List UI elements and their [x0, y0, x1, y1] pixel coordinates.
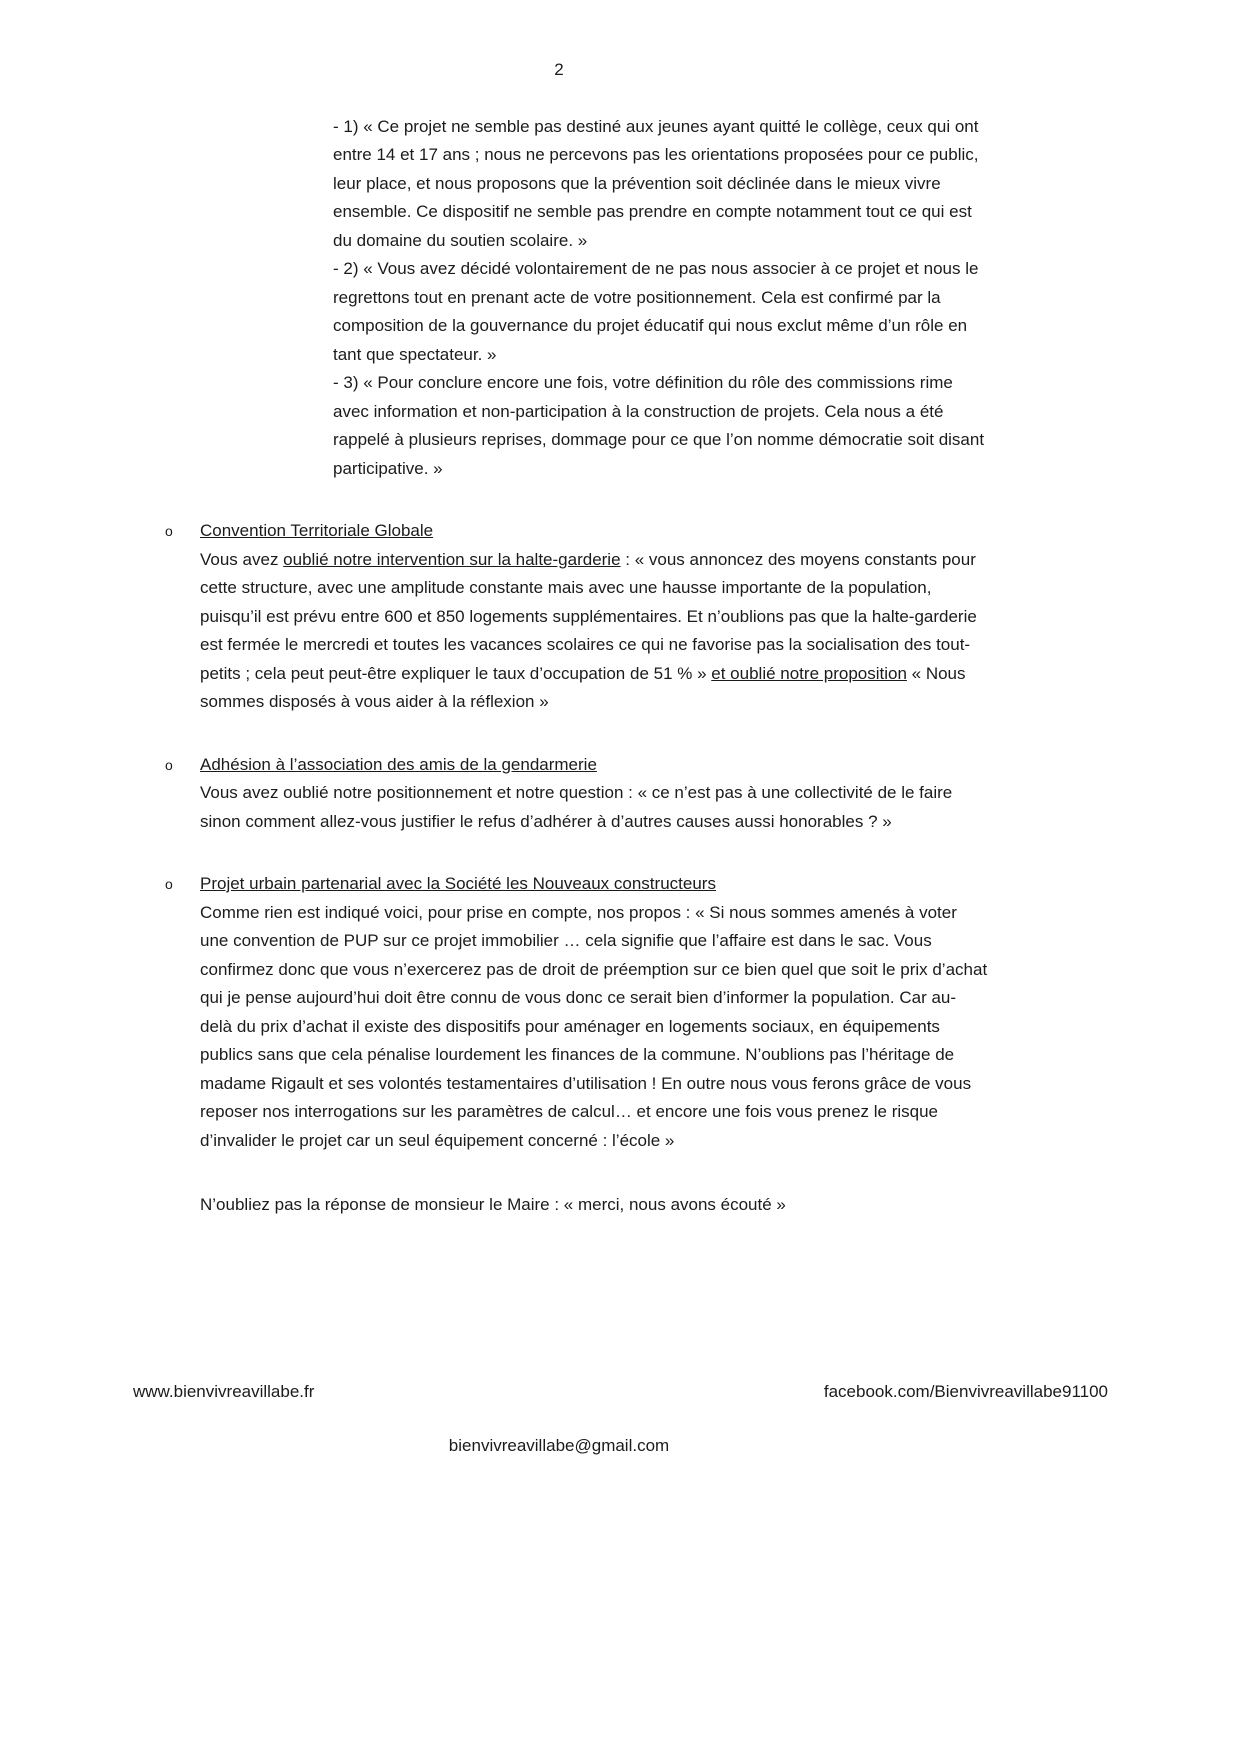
- section-body: [200, 899, 988, 1156]
- closing-paragraph: N’oubliez pas la réponse de monsieur le Maire : « merci, nous avons écouté »: [200, 1195, 786, 1214]
- body-text: Vous avez oublié notre positionnement et notre question : « ce n’est pas à une collectivité de le faire sinon comment allez-vous justifier le refus d’adhérer à d’autres causes aussi honorables ? »: [200, 783, 953, 831]
- section-content: [200, 751, 988, 837]
- section-convention-territoriale: [133, 517, 1108, 717]
- bullet-marker: o: [165, 523, 173, 539]
- bullet-marker: o: [165, 876, 173, 892]
- quotes-block: [333, 113, 988, 484]
- section-content: [200, 870, 988, 1155]
- body-text-underlined: et oublié notre proposition: [711, 663, 907, 683]
- footer-facebook: facebook.com/Bienvivreavillabe91100: [823, 1382, 1108, 1401]
- section-body: [200, 546, 988, 717]
- body-text-underlined: oublié notre intervention sur la halte-garderie: [283, 549, 621, 569]
- quote-item-3: - 3) « Pour conclure encore une fois, votre définition du rôle des commissions rime avec information et non-participation à la construction de projets. Cela nous a été rappelé à plusieurs reprises, dommage pour ce que l’on nomme démocratie soit disant participative. »: [333, 373, 985, 478]
- footer: [133, 1378, 1108, 1407]
- body-text: « Nous sommes disposés à vous aider à la réflexion »: [200, 663, 966, 711]
- section-title: Adhésion à l’association des amis de la gendarmerie: [200, 754, 597, 774]
- body-text: Vous avez: [200, 549, 284, 569]
- section-title: Projet urbain partenarial avec la Société les Nouveaux constructeurs: [200, 874, 716, 893]
- footer-website: www.bienvivreavillabe.fr: [133, 1382, 315, 1401]
- section-title: Convention Territoriale Globale: [200, 521, 434, 540]
- body-text: : « vous annoncez des moyens constants pour cette structure, avec une amplitude constante mais avec une hausse importante de la population, puisqu’il est prévu entre 600 et 850 logements supplémentaires. Et n’oublions pas que la halte-garderie est fermée le mercredi et toutes les vacances scolaires ce qui ne favorise pas la socialisation des tout-petits ; cela peut peut-être expliquer le taux d’occupation de 51 % »: [200, 549, 977, 683]
- section-body: [200, 779, 988, 836]
- section-projet-urbain: [133, 870, 1108, 1155]
- section-adhesion-gendarmerie: [133, 751, 1108, 837]
- quote-item-2: - 2) « Vous avez décidé volontairement de ne pas nous associer à ce projet et nous le regrettons tout en prenant acte de votre positionnement. Cela est confirmé par la composition de la gouvernance du projet éducatif qui nous exclut même d’un rôle en tant que spectateur. »: [333, 259, 979, 364]
- bullet-marker: o: [165, 756, 173, 773]
- footer-email: bienvivreavillabe@gmail.com: [448, 1436, 670, 1455]
- page-number: 2: [554, 60, 564, 79]
- section-content: [200, 517, 988, 717]
- quote-item-1: - 1) « Ce projet ne semble pas destiné aux jeunes ayant quitté le collège, ceux qui ont entre 14 et 17 ans ; nous ne percevons pas les orientations proposées pour ce public, leur place, et nous proposons que la prévention soit déclinée dans le mieux vivre ensemble. Ce dispositif ne semble pas prendre en compte notamment tout ce qui est du domaine du soutien scolaire. »: [333, 116, 979, 250]
- body-text: Comme rien est indiqué voici, pour prise en compte, nos propos : « Si nous sommes amenés à voter une convention de PUP sur ce projet immobilier … cela signifie que l’affaire est dans le sac. Vous confirmez donc que vous n’exercerez pas de droit de préemption sur ce bien quel que soit le prix d’achat qui je pense aujourd’hui doit être connu de vous donc ce serait bien d’informer la population. Car au-delà du prix d’achat il existe des dispositifs pour aménager en logements sociaux, en équipements publics sans que cela pénalise lourdement les finances de la commune. N’oublions pas l’héritage de madame Rigault et ses volontés testamentaires d’utilisation ! En outre nous vous ferons grâce de vous reposer nos interrogations sur les paramètres de calcul… et encore une fois vous prenez le risque d’invalider le projet car un seul équipement concerné : l’école »: [200, 902, 988, 1150]
